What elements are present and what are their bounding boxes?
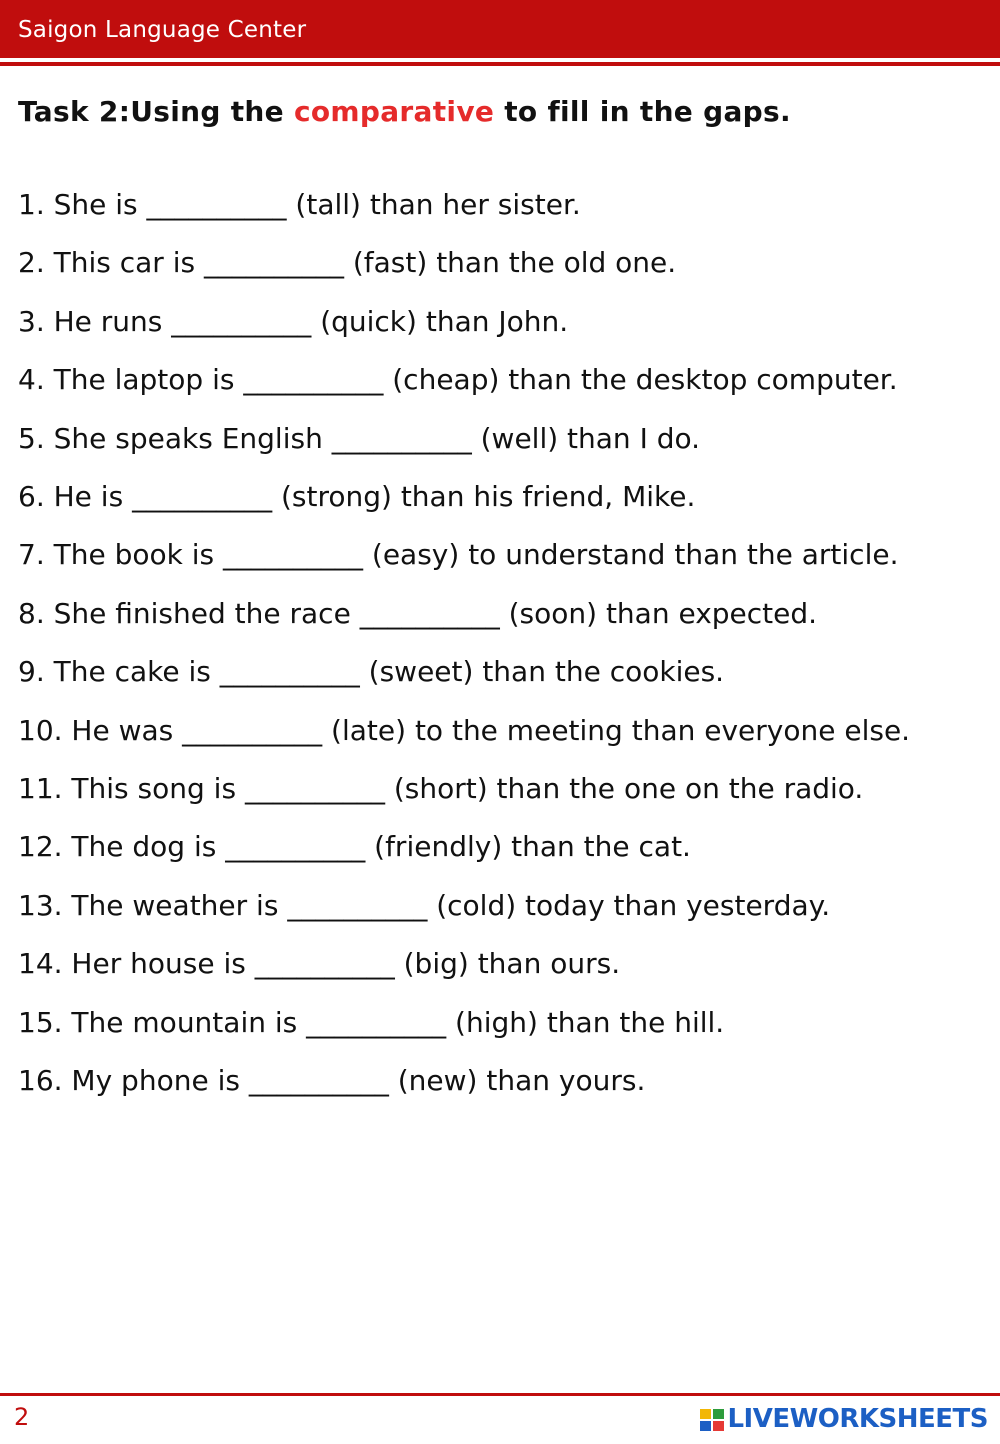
task-heading-highlight: comparative [293,95,495,128]
question-item: 4. The laptop is __________ (cheap) than the desktop computer. [18,363,898,397]
question-item: 16. My phone is __________ (new) than yours. [18,1064,646,1098]
question-item: 13. The weather is __________ (cold) today than yesterday. [18,888,831,922]
question-item: 7. The book is __________ (easy) to understand than the article. [18,538,899,572]
question-list [18,176,948,1111]
task-heading-prefix: Task 2:Using the [18,95,294,128]
question-item: 5. She speaks English __________ (well) than I do. [18,421,701,455]
task-heading-suffix: to fill in the gaps. [494,95,791,128]
header-bar [0,0,1000,58]
liveworksheets-logo-icon [699,1406,725,1432]
liveworksheets-brand [699,1404,988,1434]
question-item: 12. The dog is __________ (friendly) than the cat. [18,830,691,864]
task-heading [18,95,978,128]
question-item: 11. This song is __________ (short) than the one on the radio. [18,772,864,806]
question-item: 9. The cake is __________ (sweet) than the cookies. [18,655,725,689]
question-item: 6. He is __________ (strong) than his friend, Mike. [18,480,696,514]
question-item: 3. He runs __________ (quick) than John. [18,304,569,338]
footer-divider [0,1393,1000,1396]
page-number: 2 [14,1403,30,1431]
header-divider [0,62,1000,66]
question-item: 1. She is __________ (tall) than her sister. [18,188,581,221]
question-item: 8. She finished the race __________ (soon) than expected. [18,596,818,630]
liveworksheets-wordmark: LIVEWORKSHEETS [727,1404,988,1434]
question-item: 14. Her house is __________ (big) than ours. [18,947,621,981]
header-title: Saigon Language Center [18,17,307,43]
question-item: 2. This car is __________ (fast) than the old one. [18,246,677,280]
question-item: 15. The mountain is __________ (high) than the hill. [18,1005,725,1039]
question-item: 10. He was __________ (late) to the meeting than everyone else. [18,713,911,747]
